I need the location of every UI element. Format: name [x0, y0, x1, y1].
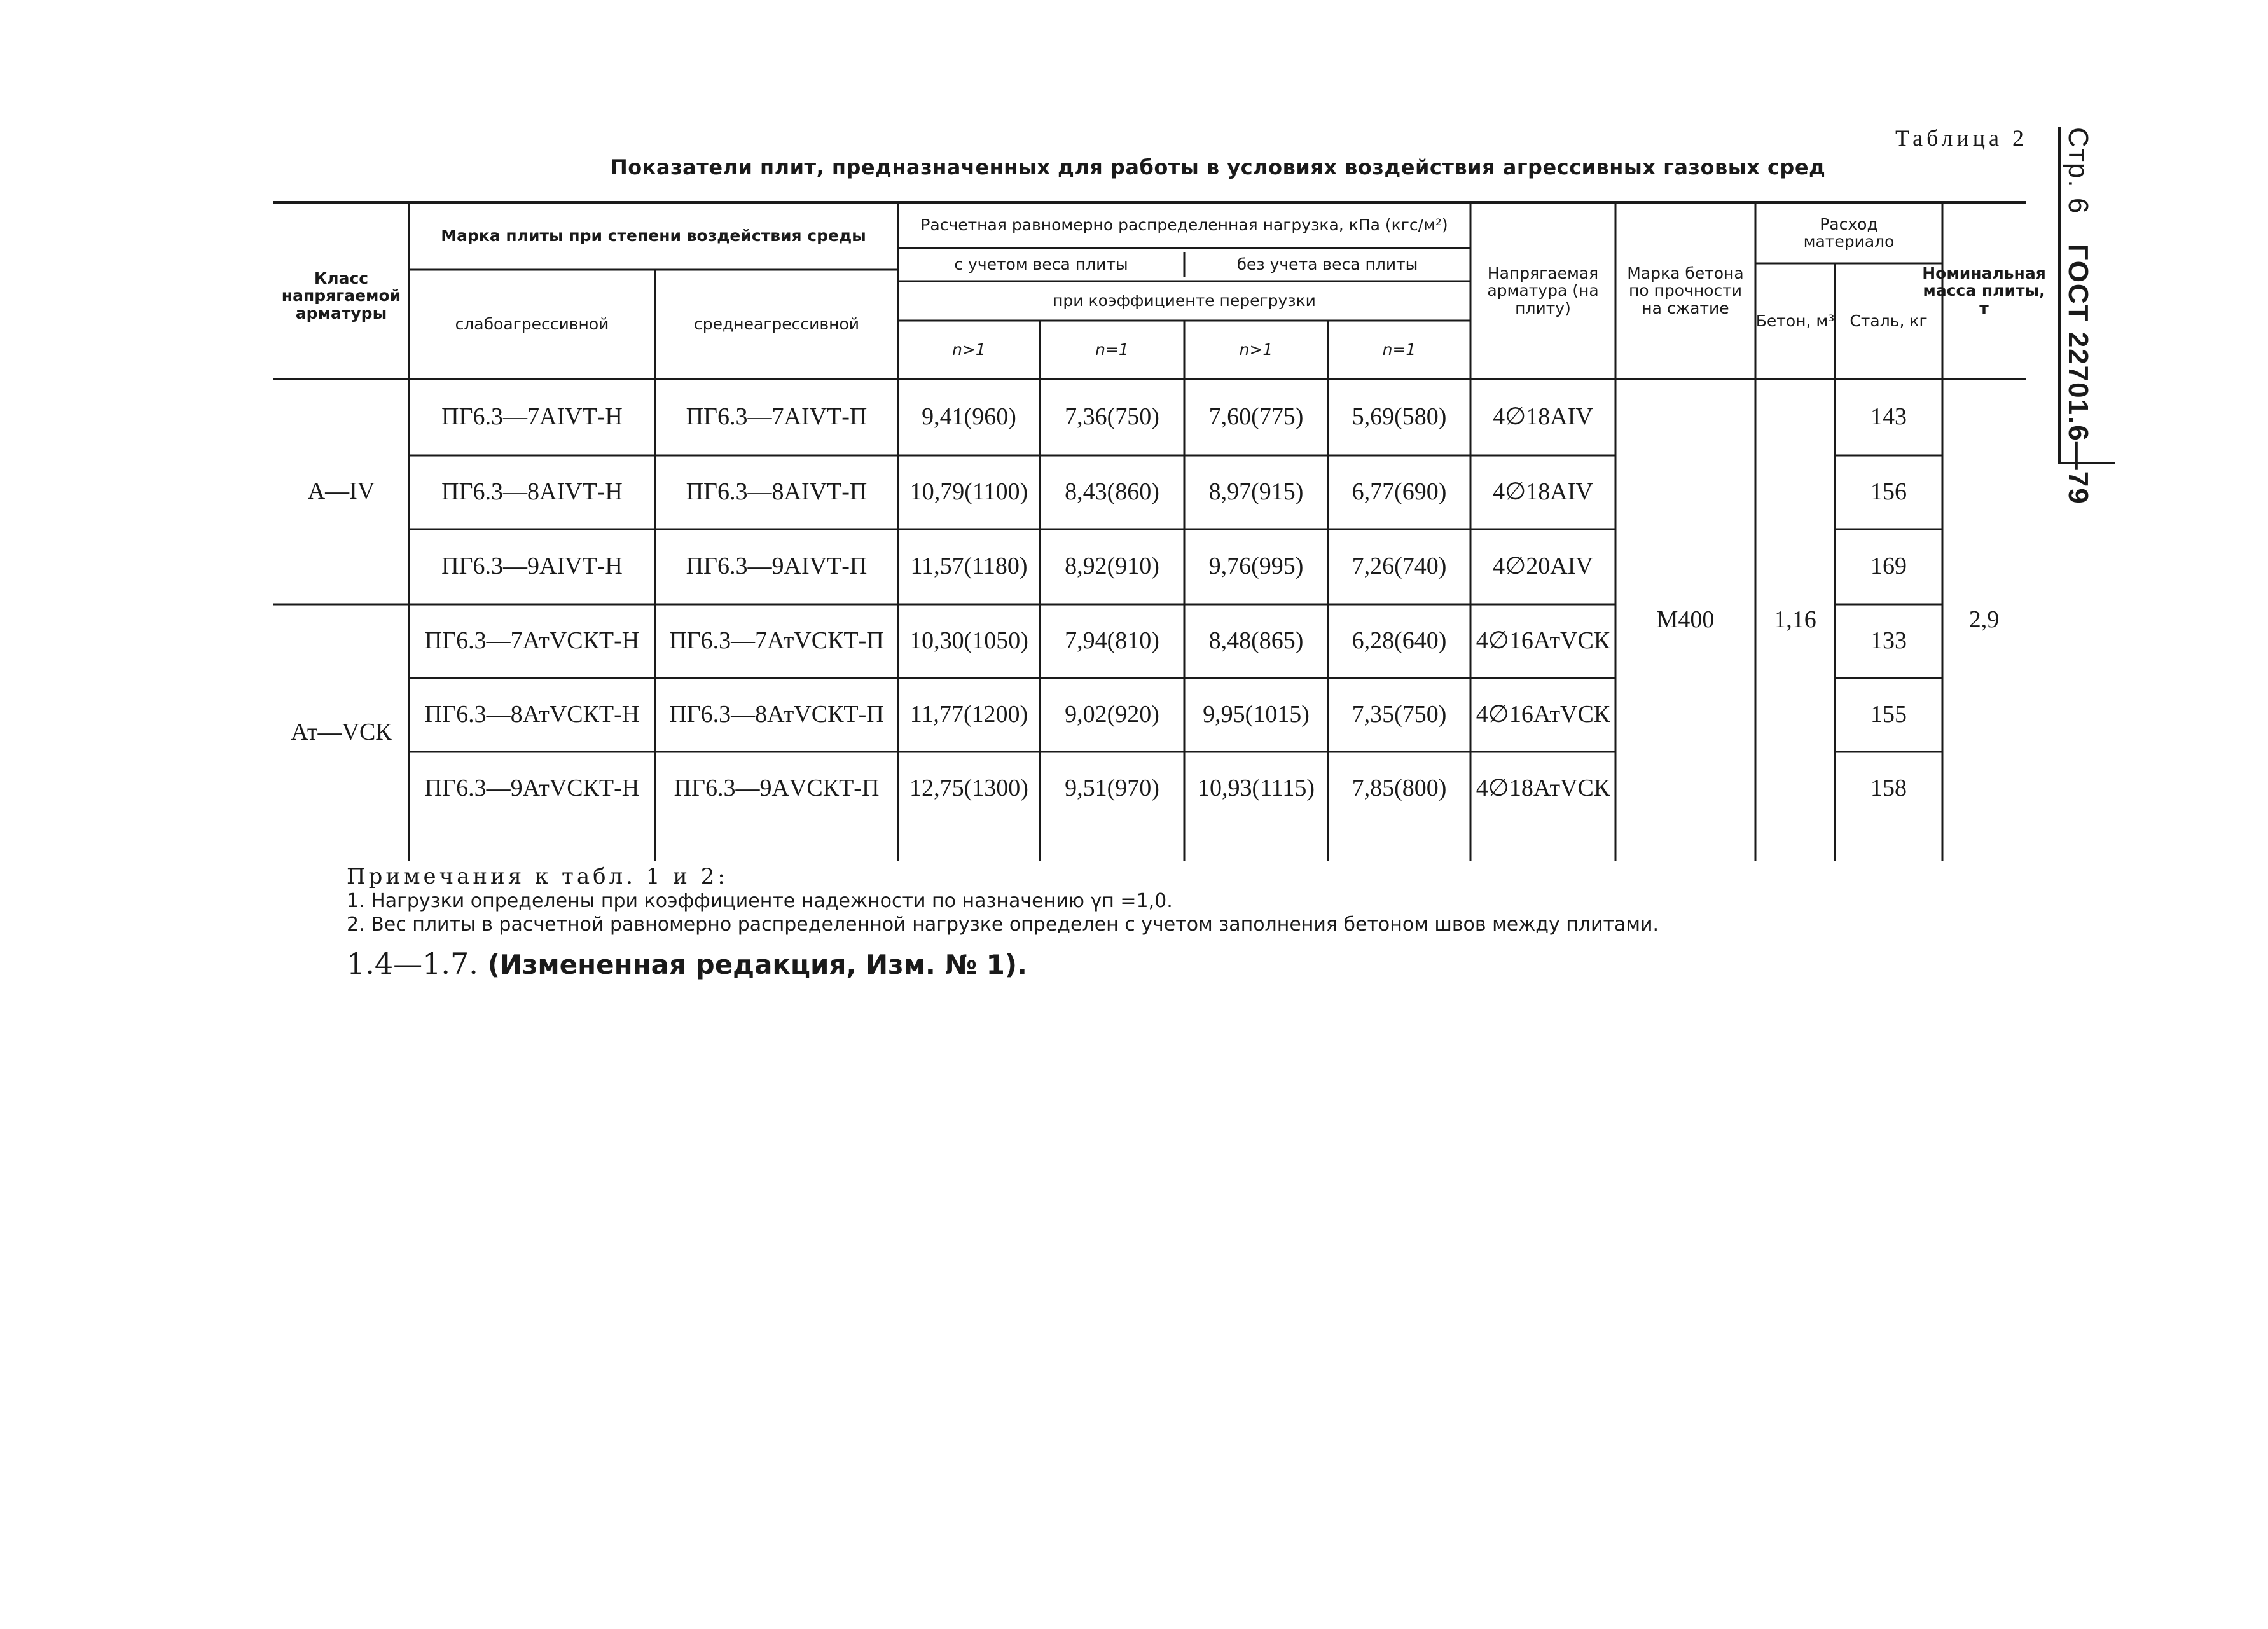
table-title: Показатели плит, предназначенных для работы в условиях воздействия агрессивных газовых сред [611, 155, 1826, 179]
load-cell: 8,92(910) [1065, 553, 1159, 580]
weak-mark-cell: ПГ6.3—9АIVТ-Н [441, 553, 623, 580]
load-cell: 7,85(800) [1352, 775, 1447, 802]
prestressed-cell: 4∅18АIV [1493, 478, 1593, 506]
concrete-volume-value: 1,16 [1774, 606, 1816, 634]
steel-cell: 133 [1870, 627, 1907, 655]
concrete-grade-value: М400 [1656, 606, 1715, 634]
weak-mark-cell: ПГ6.3—8АIVТ-Н [441, 478, 623, 506]
standard-number: ГОСТ 22701.6—79 [2063, 244, 2094, 505]
header-load: Расчетная равномерно распределенная нагрузка, кПа (кгс/м²) [920, 216, 1448, 235]
load-cell: 7,36(750) [1065, 403, 1159, 431]
header-class: Класс напрягаемой арматуры [281, 268, 401, 322]
medium-mark-cell: ПГ6.3—8АтVСКТ-П [669, 701, 884, 728]
prestressed-cell: 4∅18АIV [1493, 403, 1593, 431]
table-notes [347, 864, 1659, 937]
amendment-note [347, 946, 1027, 981]
note-1: 1. Нагрузки определены при коэффициенте надежности по назначению γп =1,0. [347, 890, 1173, 913]
steel-cell: 155 [1870, 701, 1907, 728]
load-cell: 11,57(1180) [910, 553, 1028, 580]
load-cell: 9,76(995) [1208, 553, 1304, 580]
load-cell: 8,97(915) [1208, 478, 1304, 506]
weak-mark-cell: ПГ6.3—9АтVСКТ-Н [424, 775, 640, 802]
header-n-eq-1: n=1 [1095, 340, 1129, 359]
prestressed-cell: 4∅18АтVСК [1476, 775, 1610, 802]
load-cell: 9,02(920) [1065, 701, 1159, 728]
medium-mark-cell: ПГ6.3—7АтVСКТ-П [669, 627, 884, 655]
header-n-eq-1-b: n=1 [1382, 340, 1416, 359]
prestressed-cell: 4∅16АтVСК [1476, 701, 1610, 728]
load-cell: 9,95(1015) [1203, 701, 1310, 728]
header-concrete-grade: Марка бетона по прочности на сжатие [1627, 263, 1744, 317]
table-label: Таблица 2 [1895, 125, 2028, 151]
load-cell: 10,30(1050) [909, 627, 1028, 655]
header-steel: Сталь, кг [1850, 312, 1928, 331]
header-concrete: Бетон, м³ [1755, 312, 1835, 331]
group-class-label: Ат—VСК [291, 719, 392, 746]
steel-cell: 158 [1870, 775, 1907, 802]
load-cell: 11,77(1200) [909, 701, 1028, 728]
header-with-weight: с учетом веса плиты [954, 255, 1128, 274]
medium-mark-cell: ПГ6.3—8АIVТ-П [686, 478, 868, 506]
steel-cell: 143 [1870, 403, 1907, 431]
medium-mark-cell: ПГ6.3—9АIVТ-П [686, 553, 868, 580]
prestressed-cell: 4∅20АIV [1493, 553, 1593, 580]
mass-value: 2,9 [1968, 606, 2000, 634]
weak-mark-cell: ПГ6.3—8АтVСКТ-Н [424, 701, 640, 728]
data-table [273, 200, 2046, 861]
group-class-label: А—IV [307, 478, 375, 505]
header-medium: среднеагрессивной [693, 315, 860, 334]
load-cell: 10,93(1115) [1198, 775, 1315, 802]
load-cell: 7,60(775) [1208, 403, 1304, 431]
load-cell: 8,48(865) [1208, 627, 1304, 655]
load-cell: 9,51(970) [1065, 775, 1159, 802]
load-cell: 5,69(580) [1352, 403, 1447, 431]
steel-cell: 169 [1870, 553, 1907, 580]
weak-mark-cell: ПГ6.3—7АтVСКТ-Н [424, 627, 640, 655]
page-number: Стр. 6 [2063, 127, 2094, 215]
load-cell: 9,41(960) [922, 403, 1016, 431]
header-coefficient: при коэффициенте перегрузки [1053, 291, 1316, 310]
header-mass: Номинальная масса плиты, т [1922, 263, 2046, 317]
header-marks: Марка плиты при степени воздействия среды [441, 226, 866, 246]
running-header [2056, 127, 2132, 505]
amendment-range: 1.4—1.7. [347, 946, 478, 981]
amendment-text: (Измененная редакция, Изм. № 1). [487, 949, 1028, 980]
note-2: 2. Вес плиты в расчетной равномерно распределенной нагрузке определен с учетом заполнения бетоном швов между плитами. [347, 913, 1659, 936]
load-cell: 7,35(750) [1352, 701, 1447, 728]
steel-cell: 156 [1870, 478, 1907, 506]
load-cell: 6,77(690) [1352, 478, 1447, 506]
load-cell: 7,94(810) [1065, 627, 1159, 655]
weak-mark-cell: ПГ6.3—7АIVТ-Н [441, 403, 623, 431]
header-n-gt-1-b: n>1 [1239, 340, 1273, 359]
load-cell: 6,28(640) [1352, 627, 1447, 655]
header-n-gt-1: n>1 [952, 340, 986, 359]
notes-heading: Примечания к табл. 1 и 2: [347, 864, 728, 889]
header-without-weight: без учета веса плиты [1236, 255, 1418, 274]
load-cell: 12,75(1300) [909, 775, 1028, 802]
header-consumption: Расход материало [1803, 214, 1895, 251]
medium-mark-cell: ПГ6.3—9АVСКТ-П [674, 775, 880, 802]
load-cell: 7,26(740) [1352, 553, 1447, 580]
load-cell: 10,79(1100) [909, 478, 1028, 506]
medium-mark-cell: ПГ6.3—7АIVТ-П [686, 403, 868, 431]
prestressed-cell: 4∅16АтVСК [1476, 627, 1610, 655]
header-prestressed: Напрягаемая арматура (на плиту) [1487, 263, 1599, 317]
header-weak: слабоагрессивной [455, 315, 609, 334]
load-cell: 8,43(860) [1065, 478, 1159, 506]
